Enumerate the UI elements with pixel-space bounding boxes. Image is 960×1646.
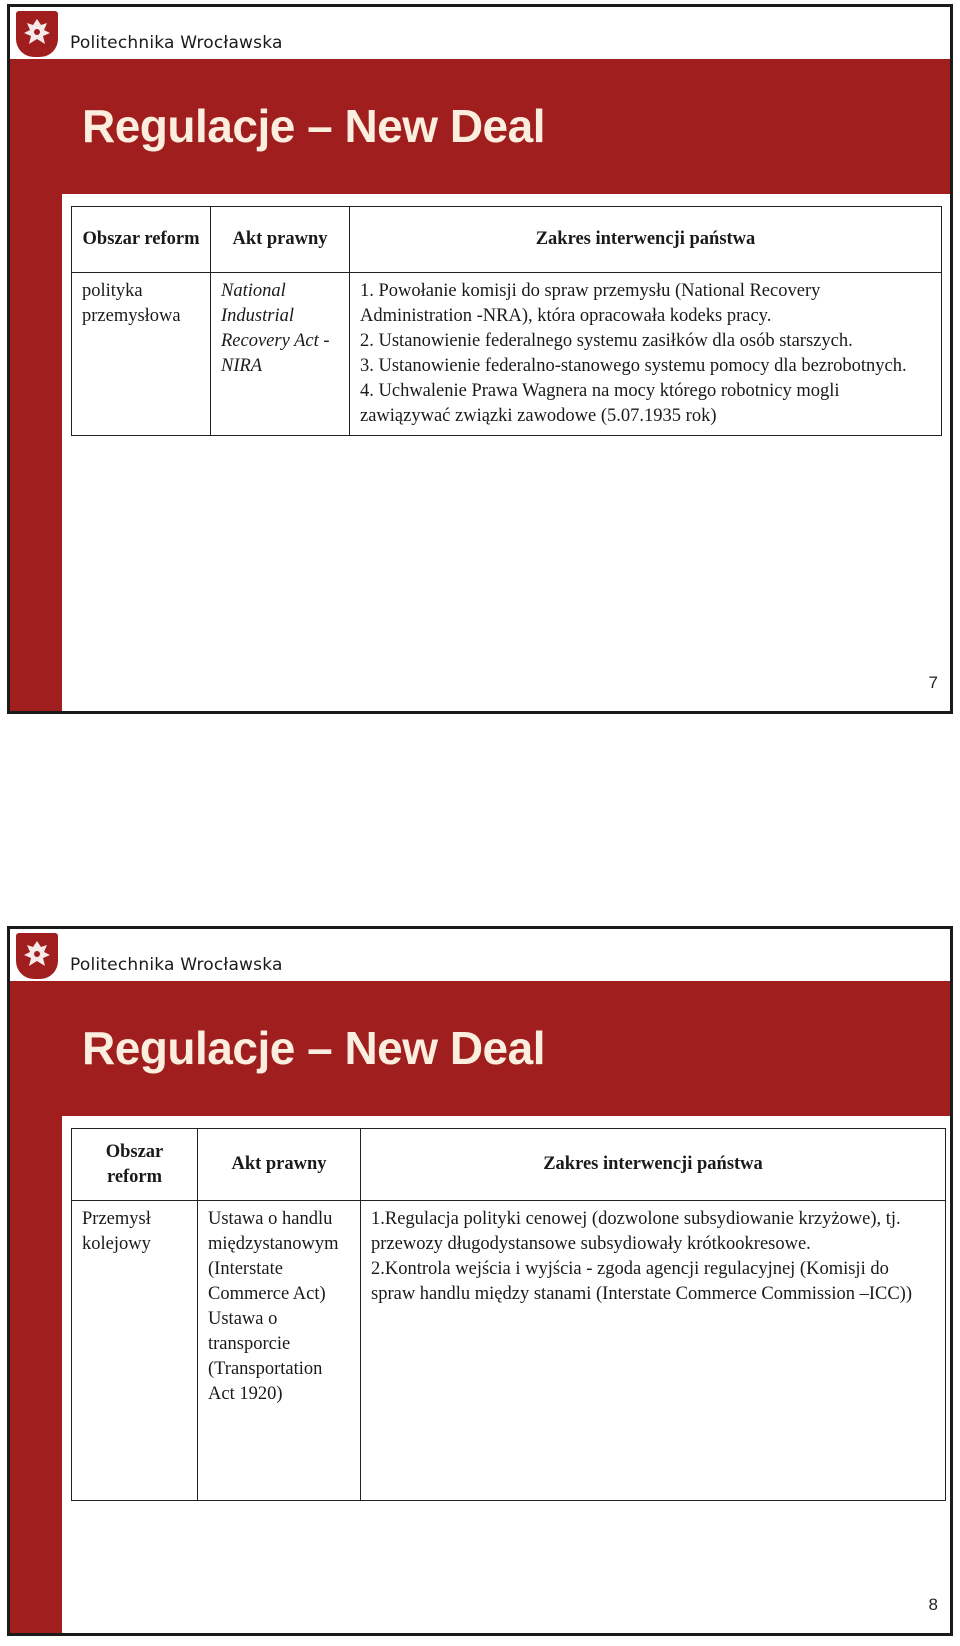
title-band: [10, 981, 950, 1116]
scope-item: 2. Ustanowienie federalnego systemu zasiłków dla osób starszych.: [360, 331, 853, 351]
scope-item: 2.Kontrola wejścia i wyjścia - zgoda agencji regulacyjnej (Komisji do spraw handlu między stanami (Interstate Commerce Commission –ICC)): [371, 1259, 913, 1304]
regulation-table: [71, 206, 942, 436]
header-scope: Zakres interwencji państwa: [361, 1129, 946, 1201]
content-area: [62, 194, 950, 711]
slide-8: [7, 926, 953, 1636]
brand-name: Politechnika Wrocławska: [70, 955, 283, 975]
scope-item: 4. Uchwalenie Prawa Wagnera na mocy którego robotnicy mogli zawiązywać związki zawodowe (5.07.1935 rok): [360, 381, 840, 426]
cell-scope: [350, 273, 942, 436]
page-number: 8: [928, 1595, 938, 1614]
logo-band: [10, 7, 950, 59]
cell-act: National Industrial Recovery Act - NIRA: [211, 273, 350, 436]
header-area: Obszar reform: [72, 1129, 198, 1201]
header-act: Akt prawny: [211, 207, 350, 273]
brand-name: Politechnika Wrocławska: [70, 33, 283, 53]
scope-item: 1. Powołanie komisji do spraw przemysłu (National Recovery Administration -NRA), która opracowała kodeks pracy.: [360, 281, 821, 326]
content-area: [62, 1116, 950, 1633]
header-scope: Zakres interwencji państwa: [350, 207, 942, 273]
cell-area: polityka przemysłowa: [72, 273, 211, 436]
title-band: [10, 59, 950, 194]
regulation-table: [71, 1128, 946, 1501]
page-number: 7: [928, 673, 938, 692]
cell-area: Przemysł kolejowy: [72, 1201, 198, 1501]
scope-item: 1.Regulacja polityki cenowej (dozwolone subsydiowanie krzyżowe), tj. przewozy długodystansowe subsydiowały krótkookresowe.: [371, 1209, 901, 1254]
cell-act: Ustawa o handlu międzystanowym (Interstate Commerce Act) Ustawa o transporcie (Transportation Act 1920): [198, 1201, 361, 1501]
table-row: [72, 1201, 946, 1501]
slide-title: Regulacje – New Deal: [82, 1022, 545, 1074]
university-crest-icon: [16, 933, 58, 979]
slide-title: Regulacje – New Deal: [82, 100, 545, 152]
table-row: [72, 273, 942, 436]
logo-band: [10, 929, 950, 981]
scope-item: 3. Ustanowienie federalno-stanowego systemu pomocy dla bezrobotnych.: [360, 356, 907, 376]
header-act: Akt prawny: [198, 1129, 361, 1201]
header-area: Obszar reform: [72, 207, 211, 273]
cell-scope: [361, 1201, 946, 1501]
slide-7: [7, 4, 953, 714]
university-crest-icon: [16, 11, 58, 57]
